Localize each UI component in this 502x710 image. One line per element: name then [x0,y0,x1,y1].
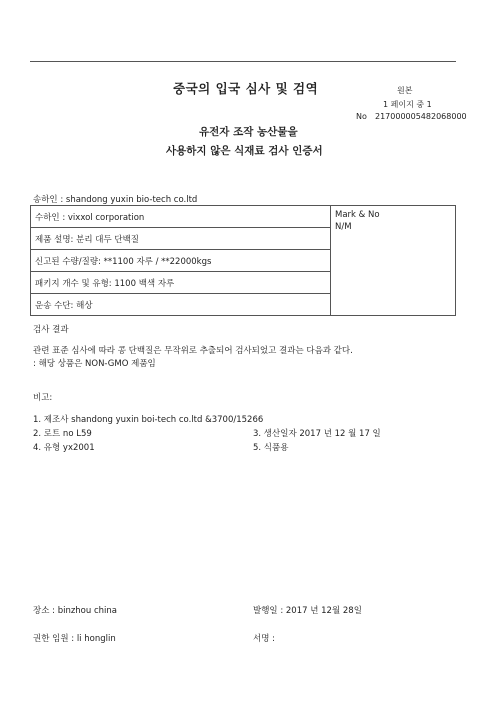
transport-mode: 운송 수단: 해상 [31,294,331,316]
signature-field: 서명 : [253,634,275,644]
subtitle-line-1: 유전자 조작 농산물을 [199,126,298,138]
declared-quantity: 신고된 수량/질량: **1100 자루 / **22000kgs [31,250,331,272]
issue-date: 발행일 : 2017 년 12월 28일 [253,606,362,616]
result-line-2: : 해당 상품은 NON-GMO 제품임 [33,359,156,369]
remarks-heading: 비고: [33,393,53,403]
subtitle-line-2: 사용하지 않은 식재료 검사 인증서 [166,145,323,157]
original-label: 원본 [397,86,413,95]
remark-item-5: 5. 식품용 [253,443,289,453]
result-line-1: 관련 표준 심사에 따라 콩 단백질은 무작위로 추출되어 검사되었고 결과는 다음과 같다. [33,346,353,356]
package-count: 패키지 개수 및 유형: 1100 백색 자루 [31,272,331,294]
page-info: 1 페이지 중 1 [383,100,432,109]
remark-item-2: 2. 로트 no L59 [33,429,92,439]
product-description: 제품 설명: 분리 대두 단백질 [31,228,331,250]
document-title: 중국의 입국 심사 및 검역 [173,81,319,96]
remark-item-1: 1. 제조사 shandong yuxin boi-tech co.ltd &3700/15266 [33,415,264,425]
mark-label: Mark & No [335,210,380,220]
remark-item-3: 3. 생산일자 2017 년 12 월 17 일 [253,429,381,439]
certificate-no-value: 217000005482068000 [375,112,467,121]
mark-cell [331,206,456,316]
mark-value: N/M [335,222,352,232]
certificate-no-label: No [356,112,367,121]
top-rule [30,61,456,62]
remark-item-4: 4. 유형 yx2001 [33,443,95,453]
shipper: 송하인 : shandong yuxin bio-tech co.ltd [33,195,198,205]
result-heading: 검사 결과 [33,325,69,335]
consignee: 수하인 : vixxol corporation [31,206,331,228]
shipment-info-table [30,205,456,316]
issue-place: 장소 : binzhou china [33,606,117,616]
authorized-officer: 권한 임원 : li honglin [33,634,116,644]
